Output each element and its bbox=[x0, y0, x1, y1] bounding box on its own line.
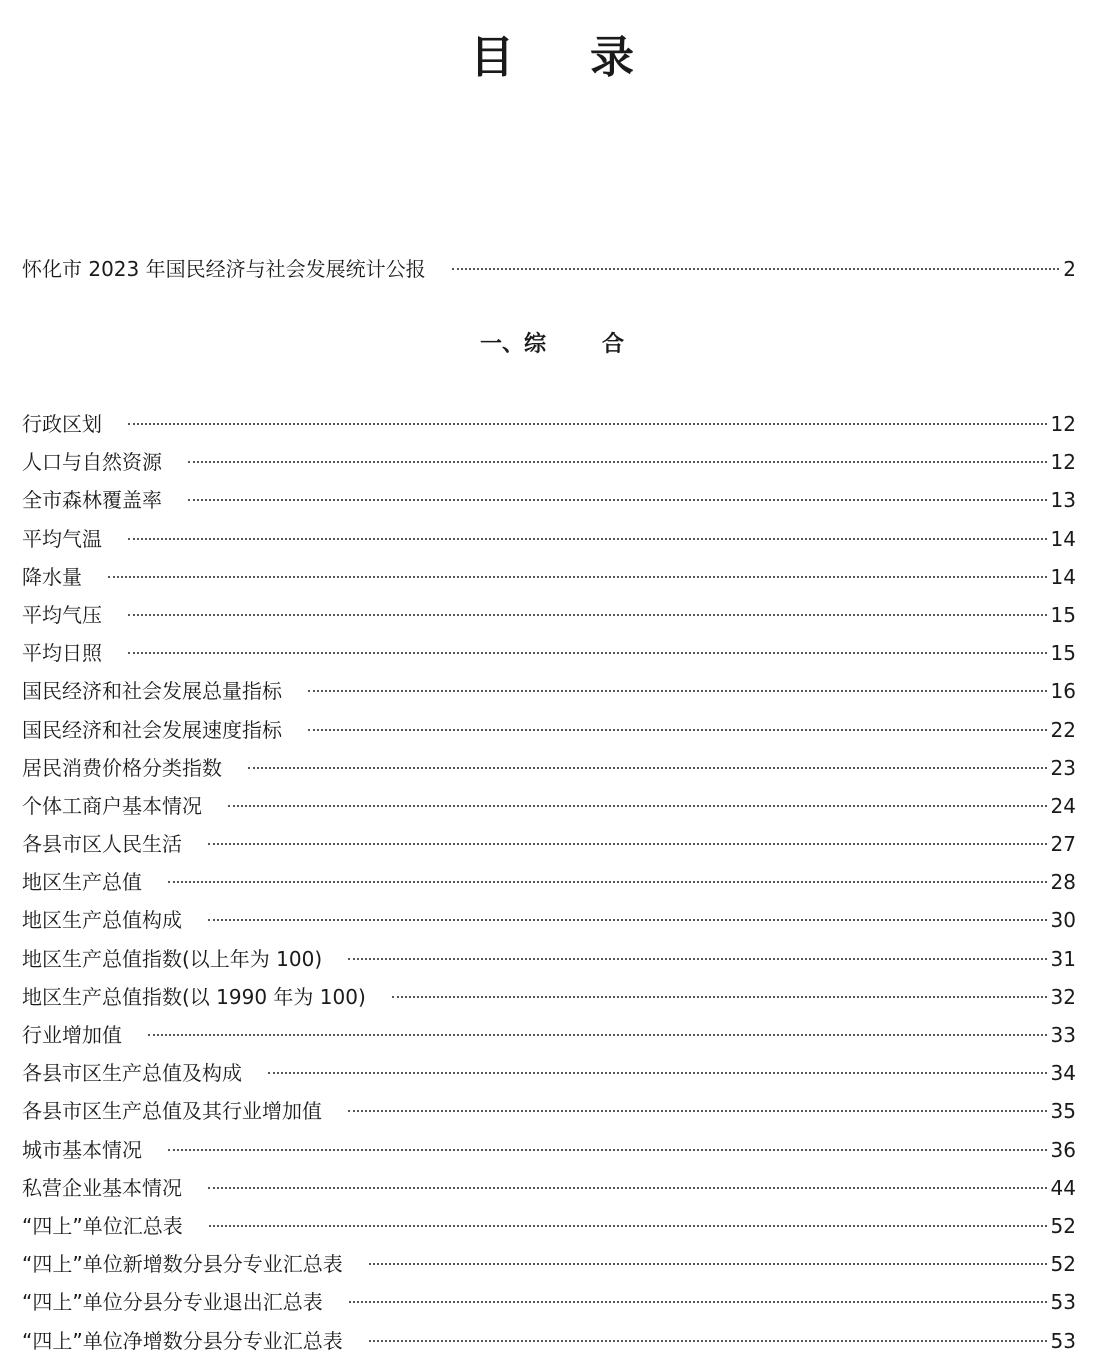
dot-leader bbox=[148, 1034, 1047, 1036]
toc-entry[interactable] bbox=[22, 787, 1076, 825]
toc-entry[interactable] bbox=[22, 1054, 1076, 1092]
toc-entry[interactable] bbox=[22, 672, 1076, 710]
toc-entry-label: 平均气压 bbox=[22, 602, 102, 627]
toc-entry-page-number: 35 bbox=[1050, 1099, 1076, 1124]
toc-entry-label: 怀化市 2023 年国民经济与社会发展统计公报 bbox=[22, 257, 426, 281]
toc-entry-label: 平均日照 bbox=[22, 641, 102, 666]
toc-entry-label: 个体工商户基本情况 bbox=[22, 793, 202, 818]
toc-entry-page-number: 23 bbox=[1050, 755, 1076, 780]
toc-entry-label: 各县市区生产总值及构成 bbox=[22, 1061, 242, 1086]
dot-leader bbox=[209, 1225, 1047, 1227]
toc-entry-page-number: 12 bbox=[1050, 450, 1076, 475]
toc-entry[interactable] bbox=[22, 520, 1076, 558]
toc-entry-label: 城市基本情况 bbox=[22, 1137, 142, 1162]
dot-leader bbox=[349, 1301, 1047, 1303]
toc-entry-page-number: 53 bbox=[1050, 1328, 1076, 1353]
toc-entry[interactable] bbox=[22, 1131, 1076, 1169]
dot-leader bbox=[452, 268, 1060, 270]
toc-entry-label: 地区生产总值构成 bbox=[22, 908, 182, 933]
dot-leader bbox=[188, 499, 1047, 501]
toc-entry-label: “四上”单位汇总表 bbox=[22, 1213, 183, 1238]
toc-entry[interactable] bbox=[22, 1169, 1076, 1207]
toc-entry-page-number: 32 bbox=[1050, 984, 1076, 1009]
dot-leader bbox=[369, 1263, 1047, 1265]
section-heading-part-1: 一、综 bbox=[479, 332, 546, 357]
dot-leader bbox=[188, 461, 1047, 463]
toc-entry-label: 地区生产总值 bbox=[22, 870, 142, 895]
section-heading bbox=[0, 328, 1104, 362]
toc-entry-label: 降水量 bbox=[22, 564, 82, 589]
dot-leader bbox=[128, 652, 1047, 654]
toc-entry-label: 全市森林覆盖率 bbox=[22, 488, 162, 513]
dot-leader bbox=[369, 1340, 1047, 1342]
toc-entry[interactable] bbox=[22, 1245, 1076, 1283]
dot-leader bbox=[348, 958, 1046, 960]
toc-entry-label: 行政区划 bbox=[22, 412, 102, 436]
dot-leader bbox=[168, 881, 1047, 883]
toc-list bbox=[22, 405, 1076, 1360]
dot-leader bbox=[268, 1072, 1047, 1074]
toc-entry[interactable] bbox=[22, 1322, 1076, 1360]
toc-entry-page-number: 27 bbox=[1050, 832, 1076, 857]
dot-leader bbox=[208, 843, 1047, 845]
toc-entry[interactable] bbox=[22, 558, 1076, 596]
dot-leader bbox=[128, 423, 1047, 425]
dot-leader bbox=[208, 1187, 1047, 1189]
toc-entry[interactable] bbox=[22, 596, 1076, 634]
toc-entry-page-number: 44 bbox=[1050, 1175, 1076, 1200]
toc-entry[interactable] bbox=[22, 940, 1076, 978]
toc-entry[interactable] bbox=[22, 978, 1076, 1016]
toc-entry-page-number: 34 bbox=[1050, 1061, 1076, 1086]
toc-entry-page-number: 28 bbox=[1050, 870, 1076, 895]
toc-entry[interactable] bbox=[22, 1207, 1076, 1245]
toc-entry-label: “四上”单位净增数分县分专业汇总表 bbox=[22, 1328, 343, 1353]
toc-entry-page-number: 31 bbox=[1050, 946, 1076, 971]
toc-entry-page-number: 2 bbox=[1063, 257, 1076, 281]
toc-entry[interactable] bbox=[22, 1283, 1076, 1321]
toc-entry-page-number: 14 bbox=[1050, 526, 1076, 551]
toc-entry-label: 各县市区人民生活 bbox=[22, 832, 182, 857]
toc-entry-page-number: 22 bbox=[1050, 717, 1076, 742]
toc-entry-page-number: 52 bbox=[1050, 1213, 1076, 1238]
dot-leader bbox=[248, 767, 1047, 769]
section-heading-part-2: 合 bbox=[602, 332, 625, 357]
toc-entry-page-number: 13 bbox=[1050, 488, 1076, 513]
toc-entry-label: 地区生产总值指数(以 1990 年为 100) bbox=[22, 984, 366, 1009]
toc-entry-page-number: 52 bbox=[1050, 1252, 1076, 1277]
toc-entry-label: 各县市区生产总值及其行业增加值 bbox=[22, 1099, 322, 1124]
toc-entry-page-number: 30 bbox=[1050, 908, 1076, 933]
toc-entry-page-number: 15 bbox=[1050, 602, 1076, 627]
toc-entry[interactable] bbox=[22, 481, 1076, 519]
toc-entry-page-number: 53 bbox=[1050, 1290, 1076, 1315]
dot-leader bbox=[128, 614, 1047, 616]
toc-entry-label: 居民消费价格分类指数 bbox=[22, 755, 222, 780]
toc-entry[interactable] bbox=[22, 634, 1076, 672]
toc-entry[interactable] bbox=[22, 863, 1076, 901]
toc-entry-statistical-bulletin[interactable] bbox=[22, 250, 1076, 288]
toc-entry[interactable] bbox=[22, 1092, 1076, 1130]
toc-entry-page-number: 33 bbox=[1050, 1023, 1076, 1047]
toc-entry[interactable] bbox=[22, 1016, 1076, 1054]
dot-leader bbox=[208, 919, 1047, 921]
toc-entry-label: 行业增加值 bbox=[22, 1023, 122, 1047]
toc-entry[interactable] bbox=[22, 749, 1076, 787]
toc-entry[interactable] bbox=[22, 711, 1076, 749]
toc-entry-page-number: 36 bbox=[1050, 1137, 1076, 1162]
dot-leader bbox=[308, 690, 1047, 692]
toc-entry-label: 人口与自然资源 bbox=[22, 450, 162, 475]
toc-entry-label: 国民经济和社会发展总量指标 bbox=[22, 679, 282, 704]
toc-entry[interactable] bbox=[22, 405, 1076, 443]
toc-entry-page-number: 15 bbox=[1050, 641, 1076, 666]
toc-entry[interactable] bbox=[22, 901, 1076, 939]
toc-entry-page-number: 16 bbox=[1050, 679, 1076, 704]
dot-leader bbox=[308, 729, 1047, 731]
dot-leader bbox=[392, 996, 1047, 998]
toc-entry[interactable] bbox=[22, 825, 1076, 863]
toc-entry-label: 私营企业基本情况 bbox=[22, 1175, 182, 1200]
toc-entry-label: 地区生产总值指数(以上年为 100) bbox=[22, 946, 323, 971]
toc-entry-page-number: 14 bbox=[1050, 564, 1076, 589]
dot-leader bbox=[108, 576, 1047, 578]
toc-entry-label: 国民经济和社会发展速度指标 bbox=[22, 717, 282, 742]
dot-leader bbox=[348, 1110, 1047, 1112]
toc-entry-page-number: 12 bbox=[1050, 412, 1076, 436]
dot-leader bbox=[128, 538, 1047, 540]
toc-entry-label: “四上”单位分县分专业退出汇总表 bbox=[22, 1290, 323, 1315]
dot-leader bbox=[168, 1149, 1047, 1151]
toc-entry-label: “四上”单位新增数分县分专业汇总表 bbox=[22, 1252, 343, 1277]
toc-entry[interactable] bbox=[22, 443, 1076, 481]
dot-leader bbox=[228, 805, 1047, 807]
page-title-char-2: 录 bbox=[590, 32, 634, 83]
page-title-char-1: 目 bbox=[470, 32, 514, 83]
page-title bbox=[0, 26, 1104, 90]
toc-entry-label: 平均气温 bbox=[22, 526, 102, 551]
toc-entry-page-number: 24 bbox=[1050, 793, 1076, 818]
